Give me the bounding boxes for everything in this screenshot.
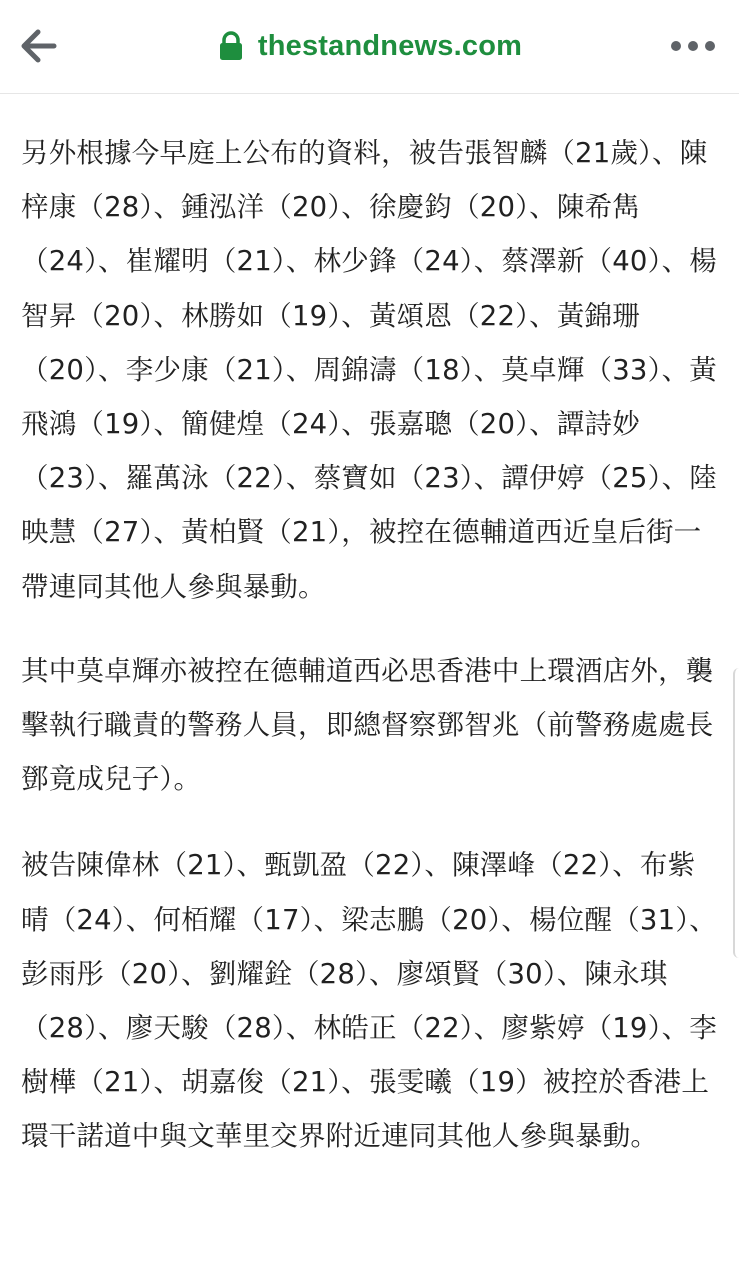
url-text: thestandnews.com (257, 29, 523, 62)
article-paragraph: 被告陳偉林（21）、甄凱盈（22）、陳澤峰（22）、布紫晴（24）、何栢耀（17）、梁志鵬（20）、楊位醒（31）、彭雨彤（20）、劉耀銓（28）、廖頌賢（30）、陳永琪（28）、廖天駿（28）、林皓正（22）、廖紫婷（19）、李樹樺（21）、胡嘉俊（21）、張雯曦（19）被控於香港上環干諾道中與文華里交界附近連同其他人參與暴動。 (21, 849, 717, 1153)
article-paragraph: 其中莫卓輝亦被控在德輔道西必思香港中上環酒店外，襲擊執行職責的警務人員，即總督察鄧智兆（前警務處處長鄧竟成兒子）。 (21, 654, 714, 796)
arrow-left-icon (18, 28, 58, 64)
lock-icon (218, 31, 244, 61)
browser-toolbar (0, 0, 739, 94)
more-horizontal-icon (670, 40, 716, 52)
back-button[interactable] (14, 22, 62, 70)
more-options-button[interactable] (665, 22, 721, 70)
url-bar[interactable] (150, 22, 590, 70)
scroll-indicator[interactable] (733, 668, 739, 958)
article-body (21, 126, 721, 1194)
article-paragraph: 另外根據今早庭上公布的資料，被告張智麟（21歲）、陳梓康（28）、鍾泓洋（20）、徐慶鈞（20）、陳希雋（24）、崔耀明（21）、林少鋒（24）、蔡澤新（40）、楊智昇（20）、林勝如（19）、黃頌恩（22）、黃錦珊（20）、李少康（21）、周錦濤（18）、莫卓輝（33）、黃飛鴻（19）、簡健煌（24）、張嘉聰（20）、譚詩妙（23）、羅萬泳（22）、蔡寶如（23）、譚伊婷（25）、陸映慧（27）、黃柏賢（21），被控在德輔道西近皇后街一帶連同其他人參與暴動。 (21, 137, 717, 603)
